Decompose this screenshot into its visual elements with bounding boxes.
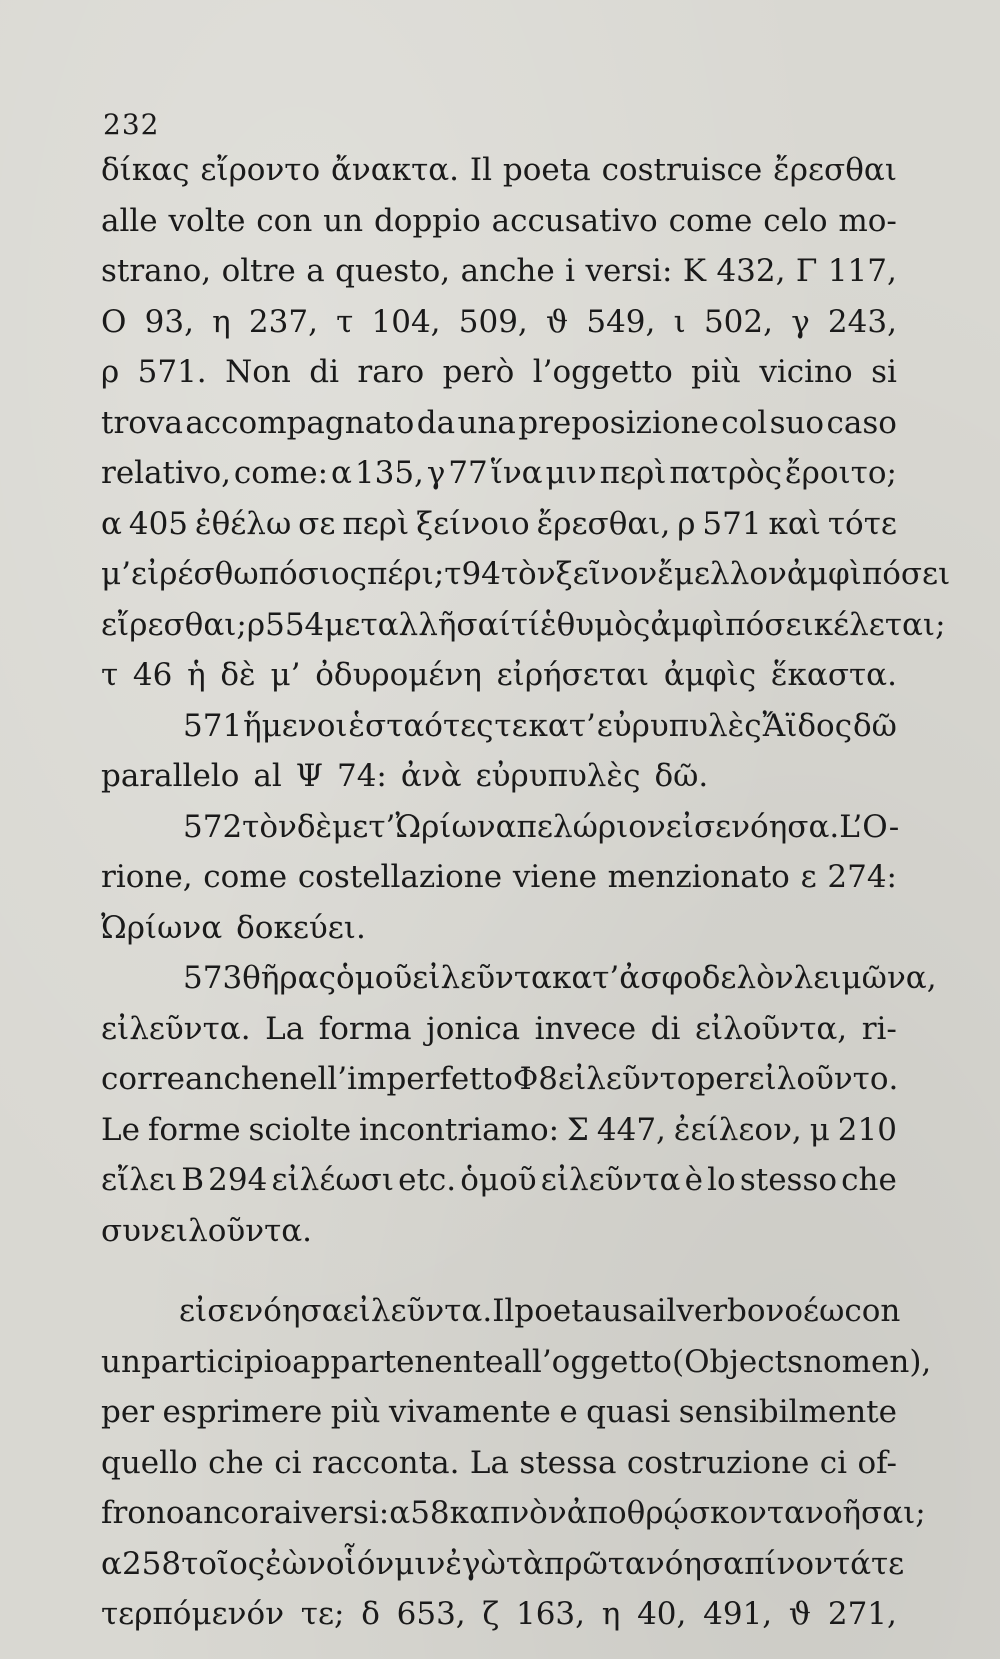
text-line: relativo, come: α 135, γ 77 ἵνα μιν περὶ πατρὸς ἔροιτο; (101, 455, 897, 491)
text-line: O 93, η 237, τ 104, 509, ϑ 549, ι 502, γ 243, (101, 303, 897, 340)
text-line: τ 46 ἡ δὲ μ’ ὀδυρομένη εἰρήσεται ἀμφὶς ἕκαστα. (101, 657, 897, 693)
body-text (101, 152, 951, 1647)
text-line: συνειλοῦντα. (101, 1212, 313, 1249)
text-line: Le forme sciolte incontriamo: Σ 447, ἐείλεον, μ 210 (101, 1111, 897, 1148)
text-line: 572 τὸν δὲ μετ’ Ὠρίωνα πελώριον εἰσενόησα. L’O- (183, 808, 900, 845)
text-line: εἴλει B 294 εἰλέωσι etc. ὁμοῦ εἰλεῦντα è lo stesso che (101, 1162, 897, 1198)
text-line: δίκας εἴροντο ἄνακτα. Il poeta costruisce ἔρεσθαι (101, 152, 897, 188)
text-line: un participio appartenente all’oggetto (Objectsnomen), (101, 1343, 932, 1380)
text-line: Ὠρίωνα δοκεύει. (101, 909, 366, 946)
text-line: α 405 ἐθέλω σε περὶ ξείνοιο ἔρεσθαι, ρ 571 καὶ τότε (101, 505, 897, 542)
text-line: 571 ἥμενοι ἑσταότες τε κατ’ εὐρυπυλὲς Ἄϊδος δῶ (183, 707, 897, 744)
text-line: quello che ci racconta. La stessa costruzione ci of- (101, 1444, 897, 1481)
page-number: 232 (103, 108, 160, 141)
text-line: 573 θῆρας ὁμοῦ εἰλεῦντα κατ’ ἀσφοδελὸν λειμῶνα, (183, 960, 937, 996)
text-line: rione, come costellazione viene menzionato ε 274: (101, 859, 897, 895)
text-line: strano, oltre a questo, anche i versi: K 432, Γ 117, (101, 253, 897, 289)
text-line: εἴρεσθαι; ρ 554 μεταλλῆσαί τί ἑ θυμὸς ἀμφὶ πόσει κέλεται; (101, 606, 946, 643)
text-line: corre anche nell’imperfetto Φ 8 εἰλεῦντο per εἰλοῦντο. (101, 1061, 899, 1097)
text-line: α 258 τοῖος ἐὼν οἷόν μιν ἐγὼ τὰ πρῶτα νόησα πίνοντά τε (101, 1545, 905, 1582)
text-line: εἰλεῦντα. La forma jonica invece di εἰλοῦντα, ri- (101, 1010, 897, 1047)
text-line: εἰσενόησα εἰλεῦντα. Il poeta usa il verbo νοέω con (179, 1293, 901, 1329)
text-line: ρ 571. Non di raro però l’oggetto più vicino si (101, 354, 897, 390)
text-line: frono ancora i versi: α 58 καπνὸν ἀποθρῴσκοντα νοῆσαι; (101, 1495, 926, 1531)
paragraph-gap (101, 1263, 897, 1293)
text-line: parallelo al Ψ 74: ἀνὰ εὐρυπυλὲς δῶ. (101, 758, 709, 794)
text-line: τερπόμενόν τε; δ 653, ζ 163, η 40, 491, ϑ 271, (101, 1596, 897, 1632)
text-line: per esprimere più vivamente e quasi sensibilmente (101, 1394, 897, 1430)
text-line: trova accompagnato da una preposizione col suo caso (101, 404, 897, 441)
text-line: alle volte con un doppio accusativo come celo mo- (101, 202, 897, 239)
text-line: μ’ εἰρέσθω πόσιος πέρι; τ 94 τὸν ξεῖνον ἔμελλον ἀμφὶ πόσει (101, 556, 951, 592)
